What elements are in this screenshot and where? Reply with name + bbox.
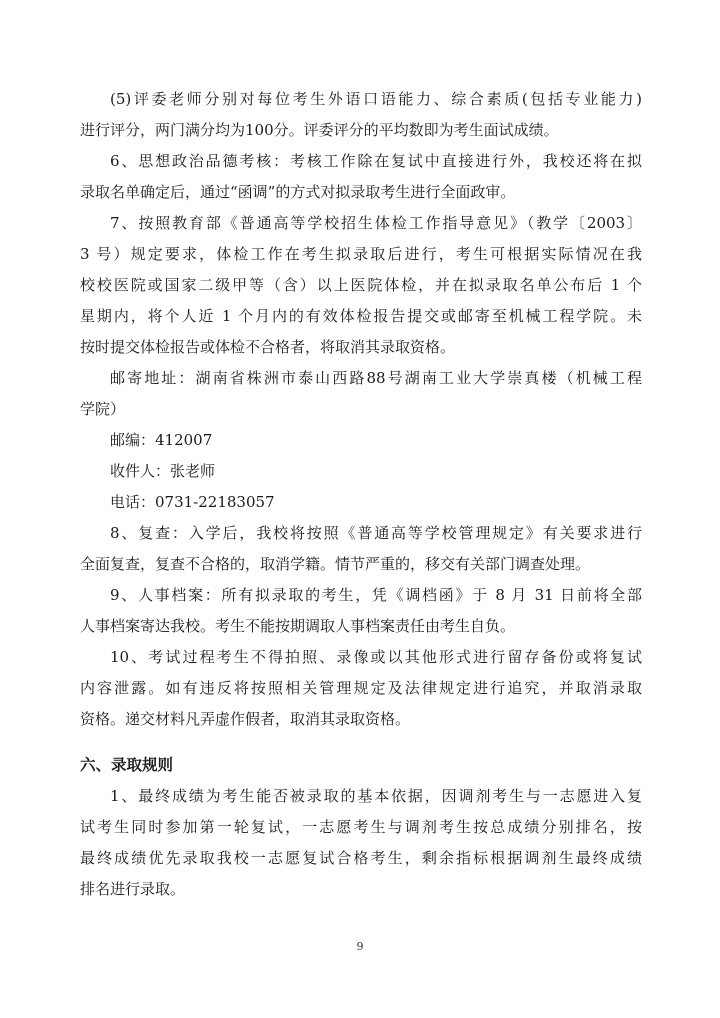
text-line: 试考生同时参加第一轮复试，一志愿考生与调剂考生按总成绩分别排名，按 bbox=[80, 818, 642, 836]
text-line: 6、思想政治品德考核：考核工作除在复试中直接进行外，我校还将在拟 bbox=[110, 152, 642, 170]
text-line: 9、人事档案：所有拟录取的考生，凭《调档函》于 8 月 31 日前将全部 bbox=[110, 586, 642, 604]
postal-code bbox=[80, 425, 642, 456]
mailing-address bbox=[80, 363, 642, 425]
text-line: 3 号）规定要求，体检工作在考生拟录取后进行，考生可根据实际情况在我 bbox=[80, 245, 642, 263]
paragraph-physical-exam bbox=[80, 208, 642, 363]
text-line: 校校医院或国家二级甲等（含）以上医院体检，并在拟录取名单公布后 1 个 bbox=[80, 276, 642, 294]
text-line: 学院） bbox=[80, 400, 126, 418]
text-line: 人事档案寄达我校。考生不能按期调取人事档案责任由考生自负。 bbox=[80, 617, 516, 635]
text-line: 1、最终成绩为考生能否被录取的基本依据，因调剂考生与一志愿进入复 bbox=[110, 787, 642, 805]
section-heading: 六、录取规则 bbox=[80, 756, 174, 774]
text-line: 电话：0731-22183057 bbox=[110, 493, 275, 511]
text-line: 排名进行录取。 bbox=[80, 880, 186, 898]
text-line: 最终成绩优先录取我校一志愿复试合格考生，剩余指标根据调剂生最终成绩 bbox=[80, 849, 642, 867]
text-line: 7、按照教育部《普通高等学校招生体检工作指导意见》（教学〔2003〕 bbox=[110, 214, 642, 232]
text-line: 邮寄地址：湖南省株洲市泰山西路88号湖南工业大学崇真楼（机械工程 bbox=[110, 369, 642, 387]
text-line: 录取名单确定后，通过“函调”的方式对拟录取考生进行全面政审。 bbox=[80, 183, 516, 201]
text-line: 星期内，将个人近 1 个月内的有效体检报告提交或邮寄至机械工程学院。未 bbox=[80, 307, 642, 325]
paragraph-item-5 bbox=[80, 84, 642, 146]
text-line: 8、复查：入学后，我校将按照《普通高等学校管理规定》有关要求进行 bbox=[110, 524, 642, 542]
paragraph-admission-rule-1 bbox=[80, 781, 642, 905]
paragraph-personnel-files bbox=[80, 580, 642, 642]
page-number: 9 bbox=[356, 940, 364, 953]
text-line: 资格。递交材料凡弄虚作假者，取消其录取资格。 bbox=[80, 710, 411, 728]
recipient bbox=[80, 456, 642, 487]
text-line: 全面复查，复查不合格的，取消学籍。情节严重的，移交有关部门调查处理。 bbox=[80, 555, 591, 573]
text-line: 进行评分，两门满分均为100分。评委评分的平均数即为考生面试成绩。 bbox=[80, 121, 559, 139]
paragraph-exam-conduct bbox=[80, 642, 642, 735]
text-line: 邮编：412007 bbox=[110, 431, 213, 449]
text-line: (5)评委老师分别对每位考生外语口语能力、综合素质(包括专业能力) bbox=[110, 90, 642, 108]
phone-number bbox=[80, 487, 642, 518]
text-line: 按时提交体检报告或体检不合格者，将取消其录取资格。 bbox=[80, 338, 456, 356]
paragraph-review-after-enrollment bbox=[80, 518, 642, 580]
text-line: 内容泄露。如有违反将按照相关管理规定及法律规定进行追究，并取消录取 bbox=[80, 679, 642, 697]
text-line: 10、考试过程考生不得拍照、录像或以其他形式进行留存备份或将复试 bbox=[110, 648, 642, 666]
text-line: 收件人：张老师 bbox=[110, 462, 216, 480]
paragraph-political-review bbox=[80, 146, 642, 208]
